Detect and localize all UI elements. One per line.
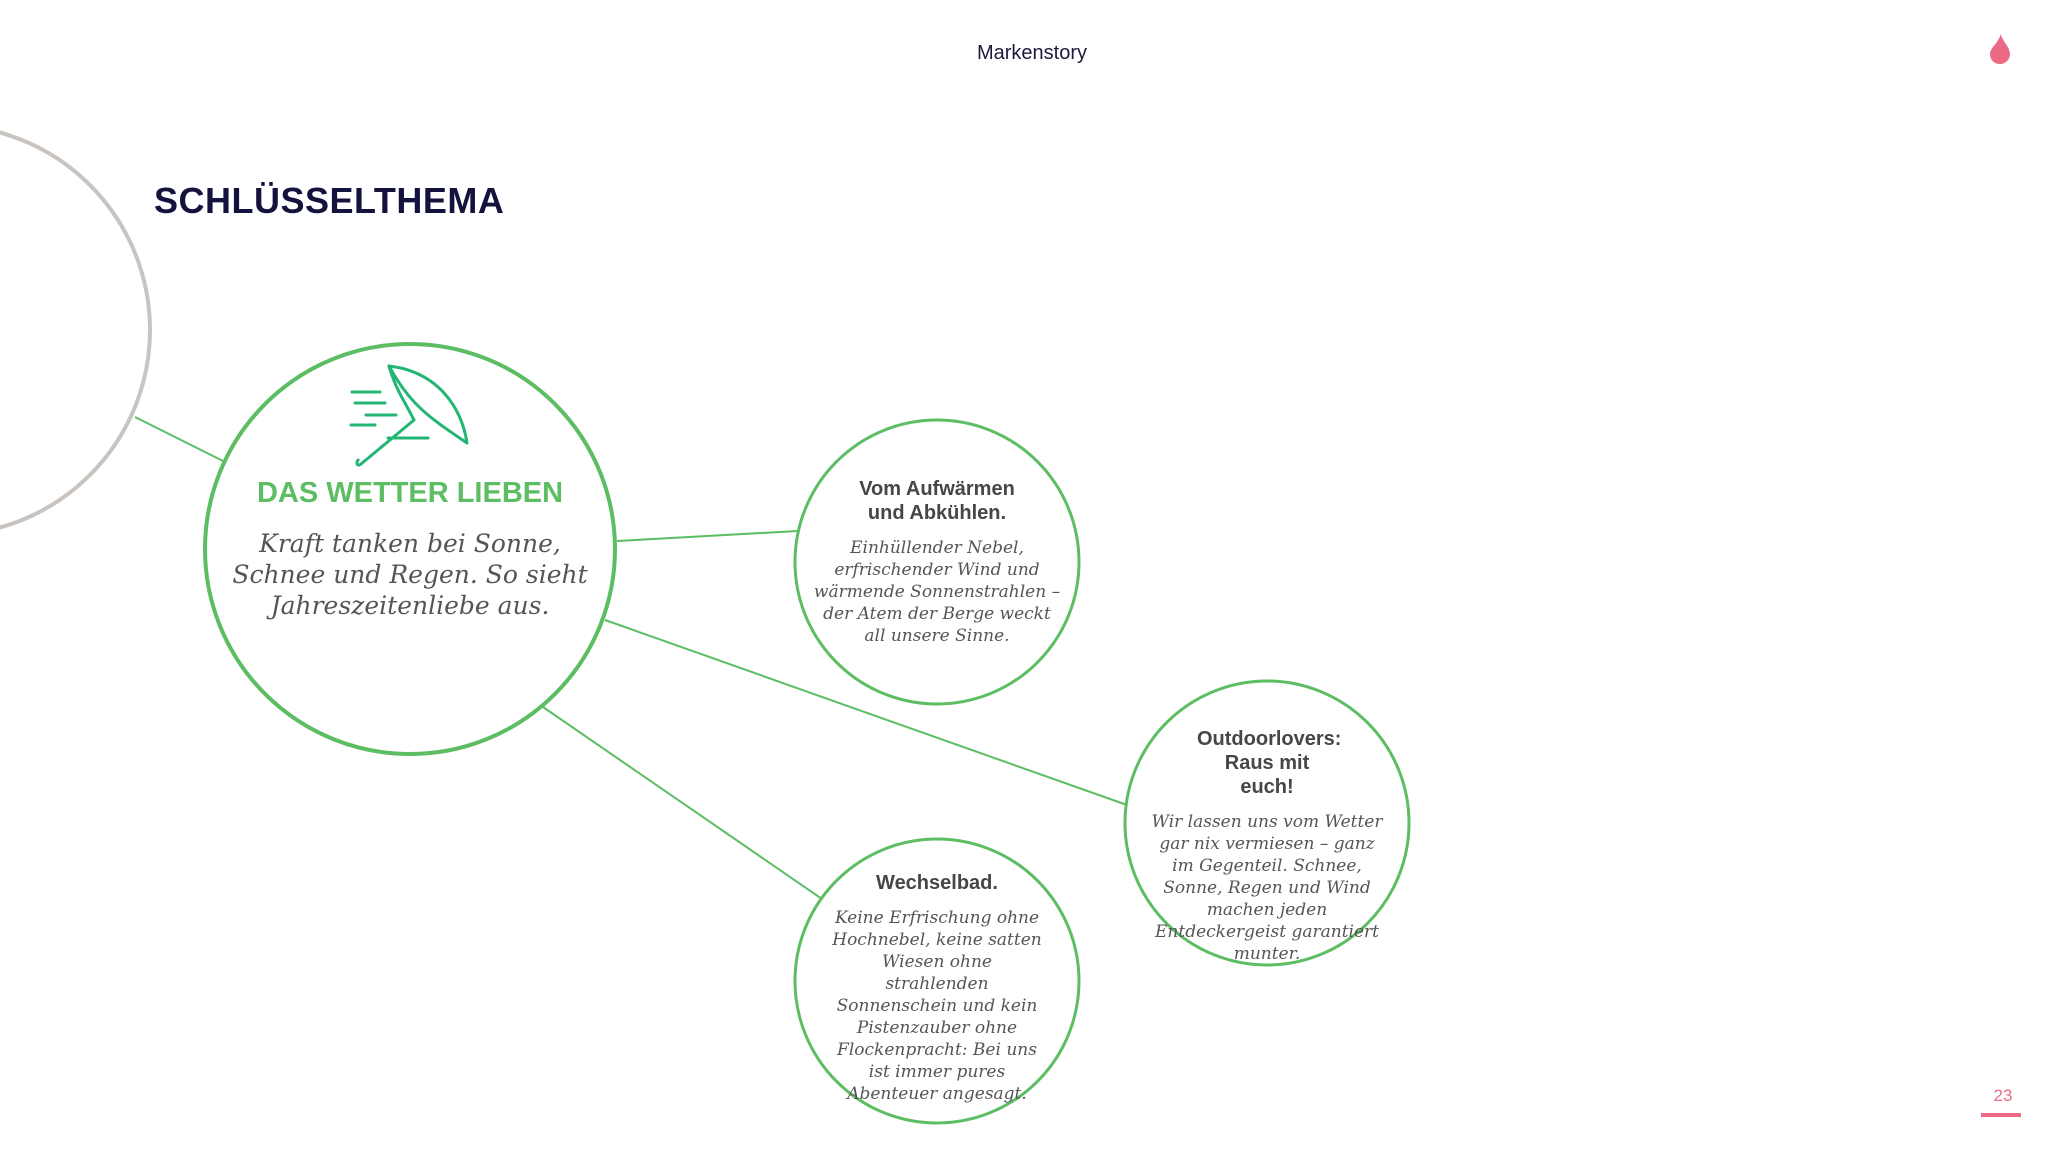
main-topic-title: DAS WETTER LIEBEN xyxy=(256,477,564,509)
connector-line-node-1 xyxy=(617,531,798,541)
node-1 xyxy=(807,477,1067,647)
section-title: SCHLÜSSELTHEMA xyxy=(154,180,505,221)
page-number-underline xyxy=(1981,1113,2021,1117)
main-topic-description: Kraft tanken bei Sonne, Schnee und Regen. So sieht Jahreszeitenliebe aus. xyxy=(232,529,588,620)
node-3-description: Keine Erfrischung ohne Hochnebel, keine satten Wiesen ohne strahlenden Sonnenschein und kein Pistenzauber ohne Flockenpracht: Bei uns ist immer pures Abenteuer angesagt. xyxy=(832,908,1042,1104)
node-2-title: Outdoorlovers: Raus mit euch! xyxy=(1197,728,1342,798)
node-1-title: Vom Aufwärmen und Abkühlen. xyxy=(859,478,1015,524)
header-title: Markenstory xyxy=(976,42,1088,64)
umbrella-wind-icon xyxy=(351,366,467,465)
previous-topic-ring xyxy=(0,125,150,535)
node-3 xyxy=(817,871,1057,1105)
node-2-description: Wir lassen uns vom Wetter gar nix vermiesen – ganz im Gegenteil. Schnee, Sonne, Regen und Wind machen jeden Entdeckergeist garantiert munter. xyxy=(1151,812,1383,964)
node-3-title: Wechselbad. xyxy=(876,872,998,894)
connector-line-node-3 xyxy=(543,707,822,899)
node-1-description: Einhüllender Nebel, erfrischender Wind und wärmende Sonnenstrahlen – der Atem der Berge weckt all unsere Sinne. xyxy=(813,538,1061,646)
page-number: 23 xyxy=(1993,1086,2013,1105)
connector-line-previous xyxy=(135,417,225,462)
node-2 xyxy=(1137,727,1397,965)
